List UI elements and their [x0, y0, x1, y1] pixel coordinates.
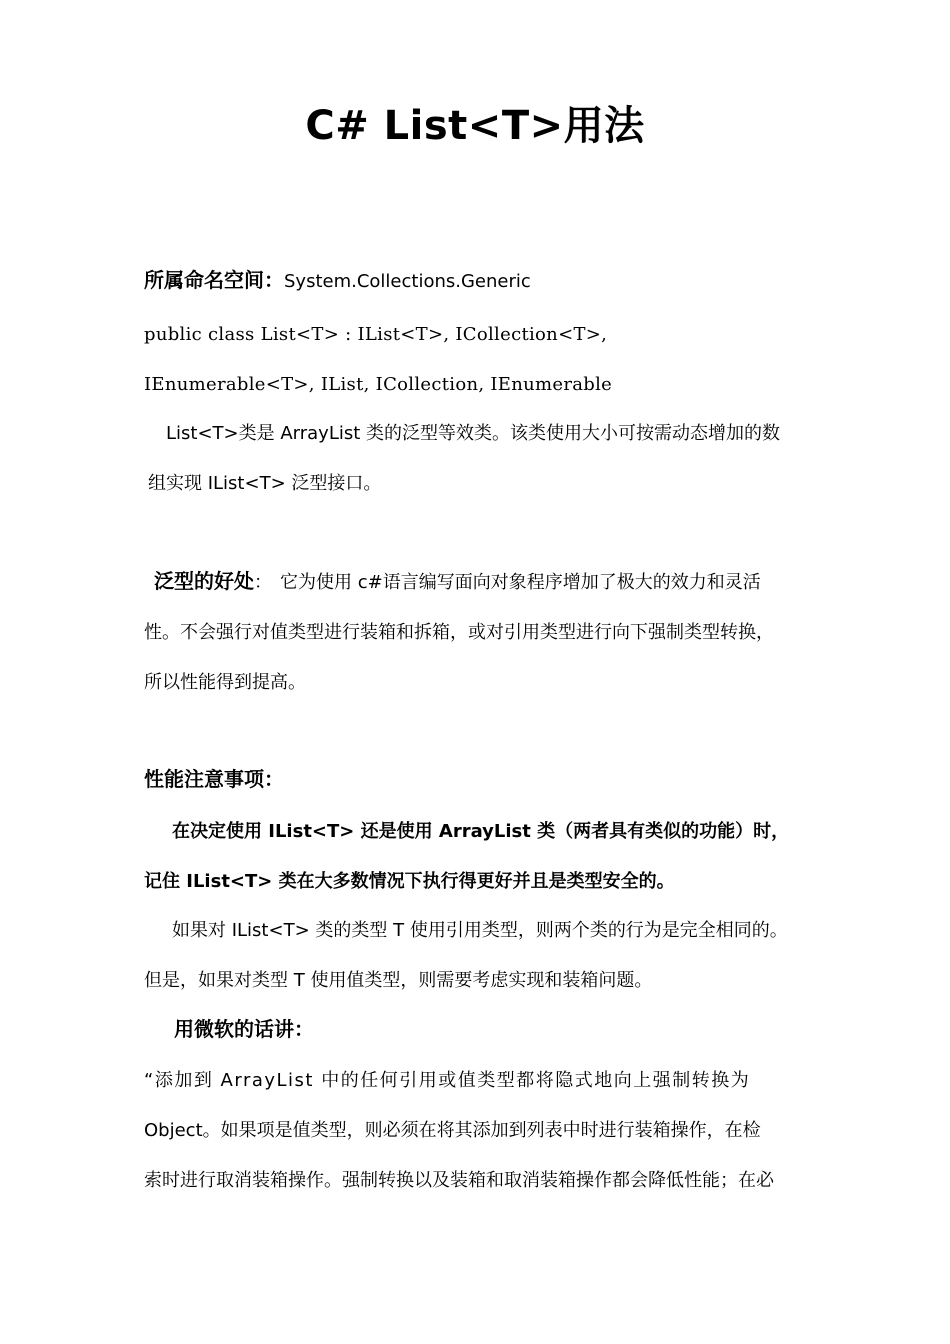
benefit-line-1 — [154, 567, 761, 596]
benefit-line-1-text: 它为使用 c#语言编写面向对象程序增加了极大的效力和灵活 — [280, 572, 761, 593]
perf-bold-line-2: 记住 IList<T> 类在大多数情况下执行得更好并且是类型安全的。 — [144, 871, 675, 892]
ms-heading: 用微软的话讲： — [174, 1017, 314, 1041]
ms-line-3: 索时进行取消装箱操作。强制转换以及装箱和取消装箱操作都会降低性能；在必 — [144, 1170, 774, 1191]
perf-bold-line-1: 在决定使用 IList<T> 还是使用 ArrayList 类（两者具有类似的功能）时， — [172, 821, 790, 842]
perf-line-4: 但是，如果对类型 T 使用值类型，则需要考虑实现和装箱问题。 — [144, 970, 653, 991]
intro-line-1: List<T>类是 ArrayList 类的泛型等效类。该类使用大小可按需动态增加的数 — [166, 423, 781, 444]
perf-heading: 性能注意事项： — [144, 767, 284, 791]
code-line-2: IEnumerable<T>, IList, ICollection, IEnumerable — [144, 374, 613, 395]
namespace-label: 所属命名空间： — [144, 268, 284, 292]
ms-line-1: “添加到 ArrayList 中的任何引用或值类型都将隐式地向上强制转换为 — [144, 1070, 751, 1091]
benefit-heading: 泛型的好处 — [154, 569, 254, 593]
namespace-line — [144, 266, 531, 295]
code-line-1: public class List<T> : IList<T>, ICollection<T>, — [144, 324, 608, 345]
benefit-line-2: 性。不会强行对值类型进行装箱和拆箱，或对引用类型进行向下强制类型转换， — [144, 622, 774, 643]
intro-line-2: 组实现 IList<T> 泛型接口。 — [148, 473, 382, 494]
benefit-line-3: 所以性能得到提高。 — [144, 672, 306, 693]
perf-line-3: 如果对 IList<T> 类的类型 T 使用引用类型，则两个类的行为是完全相同的。 — [172, 920, 788, 941]
page-title: C# List<T>用法 — [305, 103, 645, 149]
benefit-colon: ： — [254, 572, 272, 593]
ms-line-2: Object。如果项是值类型，则必须在将其添加到列表中时进行装箱操作，在检 — [144, 1120, 761, 1141]
namespace-value: System.Collections.Generic — [284, 271, 531, 292]
